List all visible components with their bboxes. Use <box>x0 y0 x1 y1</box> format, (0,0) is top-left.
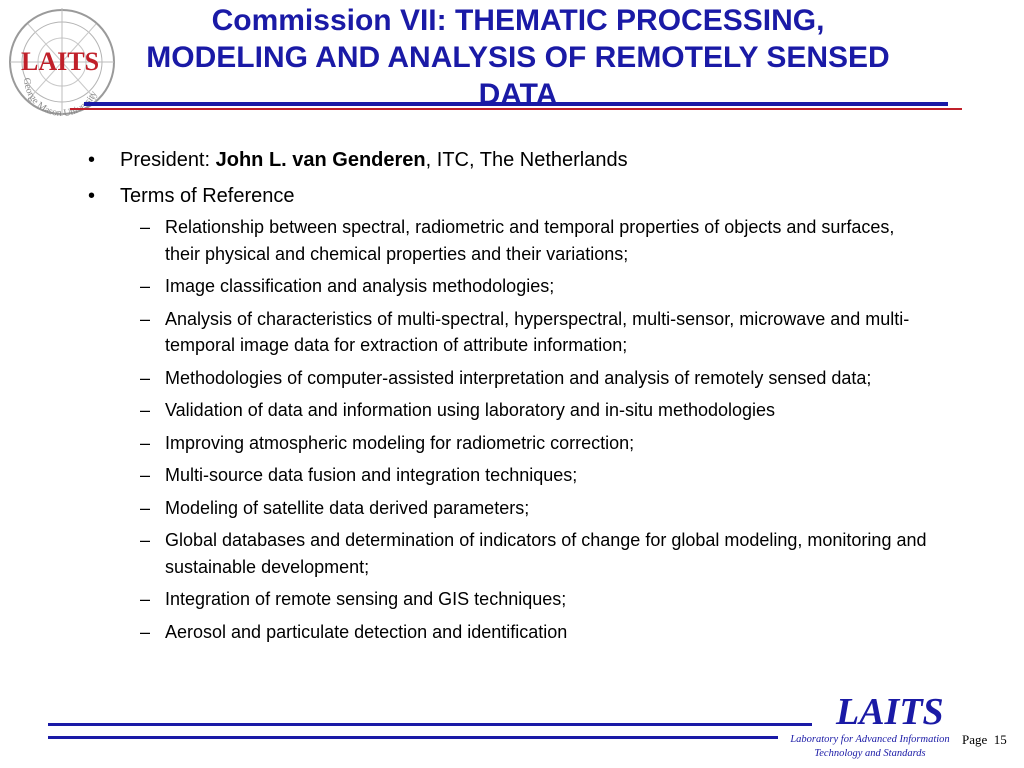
terms-subitem <box>82 306 942 359</box>
dash-marker: – <box>140 530 151 550</box>
terms-subitem <box>82 495 942 522</box>
bullet-marker: • <box>88 149 96 171</box>
terms-subitem <box>82 365 942 392</box>
page-number <box>962 732 1007 748</box>
president-prefix: President: <box>120 149 216 171</box>
dash-marker: – <box>140 497 151 518</box>
title-line-1: Commission VII: THEMATIC PROCESSING, <box>211 4 825 37</box>
terms-subitem <box>82 214 942 267</box>
terms-label: Terms of Reference <box>120 185 295 207</box>
terms-subitem-text: Relationship between spectral, radiometric and temporal properties of objects and surfaces, their physical and chemical properties and their variations; <box>165 217 895 264</box>
header-rule-red <box>70 108 962 110</box>
terms-subitem-text: Validation of data and information using laboratory and in-situ methodologies <box>165 400 776 420</box>
terms-subitem-text: Multi-source data fusion and integration techniques; <box>165 465 578 485</box>
footer-subtitle-line-1: Laboratory for Advanced Information <box>790 734 950 745</box>
terms-subitem <box>82 527 942 580</box>
terms-subitem <box>82 273 942 300</box>
terms-subitem-text: Global databases and determination of indicators of change for global modeling, monitoring and sustainable development; <box>165 530 927 577</box>
terms-subitem-list <box>82 214 942 645</box>
terms-subitem <box>82 462 942 489</box>
president-name: John L. van Genderen <box>215 149 426 171</box>
page-number-value: 15 <box>993 732 1007 747</box>
title-line-2: MODELING AND ANALYSIS OF REMOTELY SENSED <box>146 41 890 74</box>
terms-subitem-text: Modeling of satellite data derived parameters; <box>165 497 530 518</box>
bullet-terms-of-reference <box>82 182 942 210</box>
president-affiliation: , ITC, The Netherlands <box>425 149 628 171</box>
dash-marker: – <box>140 400 151 420</box>
dash-marker: – <box>140 432 151 453</box>
dash-marker: – <box>140 589 151 609</box>
footer-rule-blue-1 <box>48 723 812 726</box>
terms-subitem <box>82 586 942 613</box>
terms-subitem-text: Analysis of characteristics of multi-spectral, hyperspectral, multi-sensor, microwave and multi-temporal image data for extraction of attribute information; <box>165 308 910 355</box>
slide-body <box>82 146 942 651</box>
header-rule-blue <box>84 102 948 106</box>
page-label: Page <box>962 732 988 747</box>
footer-rule-blue-2 <box>48 736 778 739</box>
bullet-marker: • <box>88 185 96 207</box>
terms-subitem <box>82 619 942 646</box>
dash-marker: – <box>140 276 151 296</box>
footer-brand: LAITS <box>836 691 944 733</box>
slide-title <box>88 2 948 113</box>
terms-subitem-text: Aerosol and particulate detection and identification <box>165 621 568 642</box>
dash-marker: – <box>140 217 151 237</box>
footer-brand-subtitle <box>772 733 968 761</box>
svg-text:LAITS: LAITS <box>21 47 100 76</box>
bullet-president <box>82 146 942 174</box>
title-line-3: DATA <box>478 78 558 111</box>
terms-subitem <box>82 430 942 457</box>
dash-marker: – <box>140 621 151 642</box>
terms-subitem <box>82 397 942 424</box>
svg-text:George Mason University: George Mason University <box>20 77 100 120</box>
terms-subitem-text: Methodologies of computer-assisted interpretation and analysis of remotely sensed data; <box>165 367 872 388</box>
terms-subitem-text: Improving atmospheric modeling for radiometric correction; <box>165 432 635 453</box>
terms-subitem-text: Image classification and analysis methodologies; <box>165 276 555 296</box>
terms-subitem-text: Integration of remote sensing and GIS techniques; <box>165 589 567 609</box>
dash-marker: – <box>140 465 151 485</box>
dash-marker: – <box>140 308 151 329</box>
footer-subtitle-line-2: Technology and Standards <box>814 748 926 759</box>
dash-marker: – <box>140 367 151 388</box>
